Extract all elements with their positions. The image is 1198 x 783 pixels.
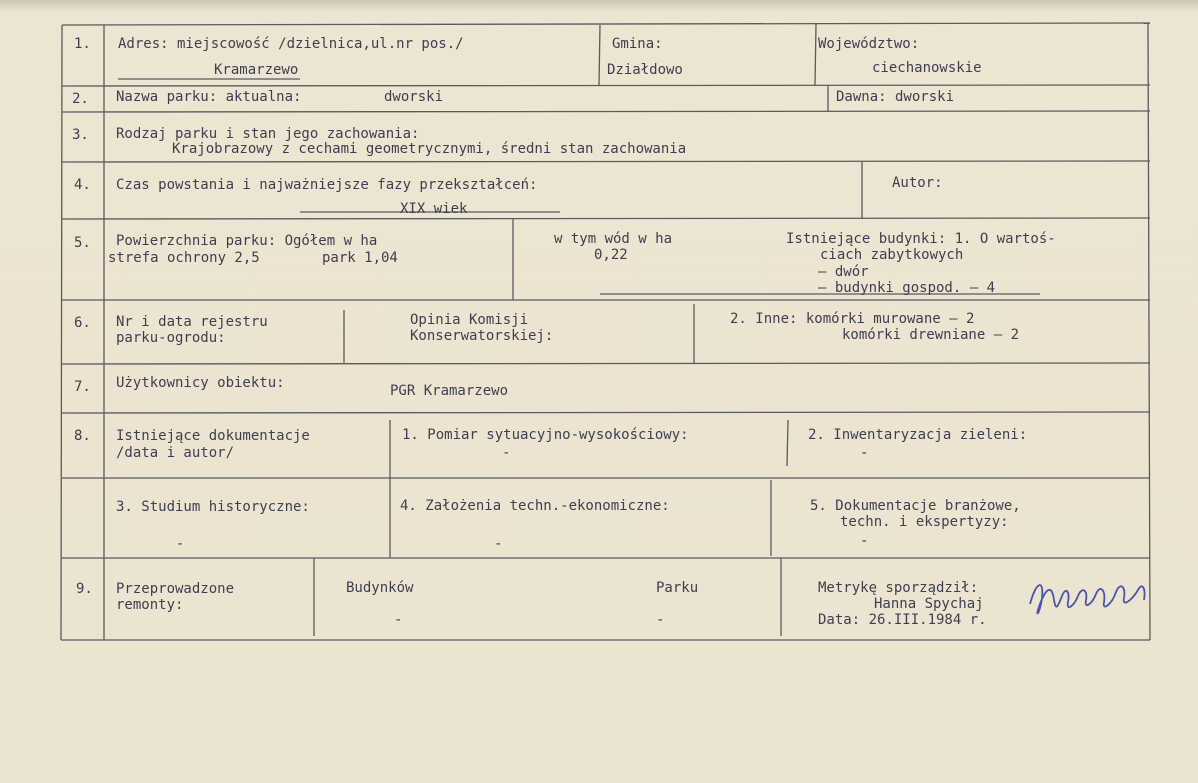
row-number-5: 5. — [74, 235, 91, 251]
opinion-line-1: Opinia Komisji — [410, 312, 529, 328]
row-number-2: 2. — [72, 91, 89, 107]
buildings-repairs-value: - — [394, 612, 403, 628]
row-number-8: 8. — [74, 428, 91, 444]
park-repairs-value: - — [656, 612, 665, 628]
origin-value: XIX wiek — [400, 201, 468, 217]
repairs-line-2: remonty: — [116, 597, 184, 613]
other-buildings-line-2: komórki drewniane – 2 — [842, 327, 1020, 343]
users-value: PGR Kramarzewo — [390, 383, 509, 399]
branch-docs-line-1: 5. Dokumentacje branżowe, — [810, 498, 1021, 514]
survey-label: 1. Pomiar sytuacyjno-wysokościowy: — [402, 427, 689, 443]
park-area: park 1,04 — [322, 250, 398, 266]
row-number-4: 4. — [74, 177, 91, 193]
register-line-2: parku-ogrodu: — [116, 330, 226, 346]
greenery-inventory-label: 2. Inwentaryzacja zieleni: — [808, 427, 1028, 443]
row-number-6: 6. — [74, 315, 91, 331]
survey-value: - — [502, 445, 511, 461]
prepared-by-name: Hanna Spychaj — [874, 596, 984, 612]
prepared-by-label: Metrykę sporządził: — [818, 580, 979, 596]
row-number-3: 3. — [72, 127, 89, 143]
record-date: Data: 26.III.1984 r. — [818, 612, 987, 628]
signature-mark — [1030, 585, 1145, 613]
park-type-value: Krajobrazowy z cechami geometrycznymi, średni stan zachowania — [172, 141, 687, 157]
buildings-line-3: – dwór — [818, 264, 869, 280]
repairs-line-1: Przeprowadzone — [116, 581, 235, 597]
docs-line-2: /data i autor/ — [116, 445, 235, 461]
other-buildings-line-1: 2. Inne: komórki murowane – 2 — [730, 311, 975, 327]
buildings-line-4: – budynki gospod. – 4 — [818, 280, 996, 296]
former-name: Dawna: dworski — [836, 89, 955, 105]
area-label: Powierzchnia parku: Ogółem w ha — [116, 233, 378, 249]
buildings-line-1: Istniejące budynki: 1. O wartoś- — [786, 231, 1056, 247]
buildings-repairs-label: Budynków — [346, 580, 414, 596]
author-label: Autor: — [892, 175, 943, 191]
row-number-1: 1. — [74, 36, 91, 52]
voivodeship-label: Województwo: — [818, 36, 920, 52]
buildings-line-2: ciach zabytkowych — [820, 247, 964, 263]
historical-study-label: 3. Studium historyczne: — [116, 499, 310, 515]
water-label: w tym wód w ha — [554, 231, 673, 247]
origin-label: Czas powstania i najważniejsze fazy przekształceń: — [116, 177, 538, 193]
opinion-line-2: Konserwatorskiej: — [410, 328, 554, 344]
branch-docs-value: - — [860, 533, 869, 549]
protection-zone: strefa ochrony 2,5 — [108, 250, 260, 266]
historical-study-value: - — [176, 536, 185, 552]
voivodeship-value: ciechanowskie — [872, 60, 982, 76]
gmina-label: Gmina: — [612, 36, 663, 52]
address-label: Adres: miejscowość /dzielnica,ul.nr pos./ — [118, 36, 464, 52]
docs-line-1: Istniejące dokumentacje — [116, 428, 310, 444]
park-type-label: Rodzaj parku i stan jego zachowania: — [116, 126, 420, 142]
park-name-value: dworski — [384, 89, 444, 105]
address-value: Kramarzewo — [214, 62, 299, 78]
park-repairs-label: Parku — [656, 580, 699, 596]
users-label: Użytkownicy obiektu: — [116, 375, 285, 391]
register-line-1: Nr i data rejestru — [116, 314, 268, 330]
row-number-9: 9. — [76, 581, 93, 597]
branch-docs-line-2: techn. i ekspertyzy: — [840, 514, 1009, 530]
tech-econ-label: 4. Założenia techn.-ekonomiczne: — [400, 498, 670, 514]
park-name-label: Nazwa parku: aktualna: — [116, 89, 302, 105]
gmina-value: Działdowo — [607, 62, 683, 78]
row-number-7: 7. — [74, 379, 91, 395]
tech-econ-value: - — [494, 536, 503, 552]
greenery-inventory-value: - — [860, 445, 869, 461]
water-value: 0,22 — [594, 247, 628, 263]
